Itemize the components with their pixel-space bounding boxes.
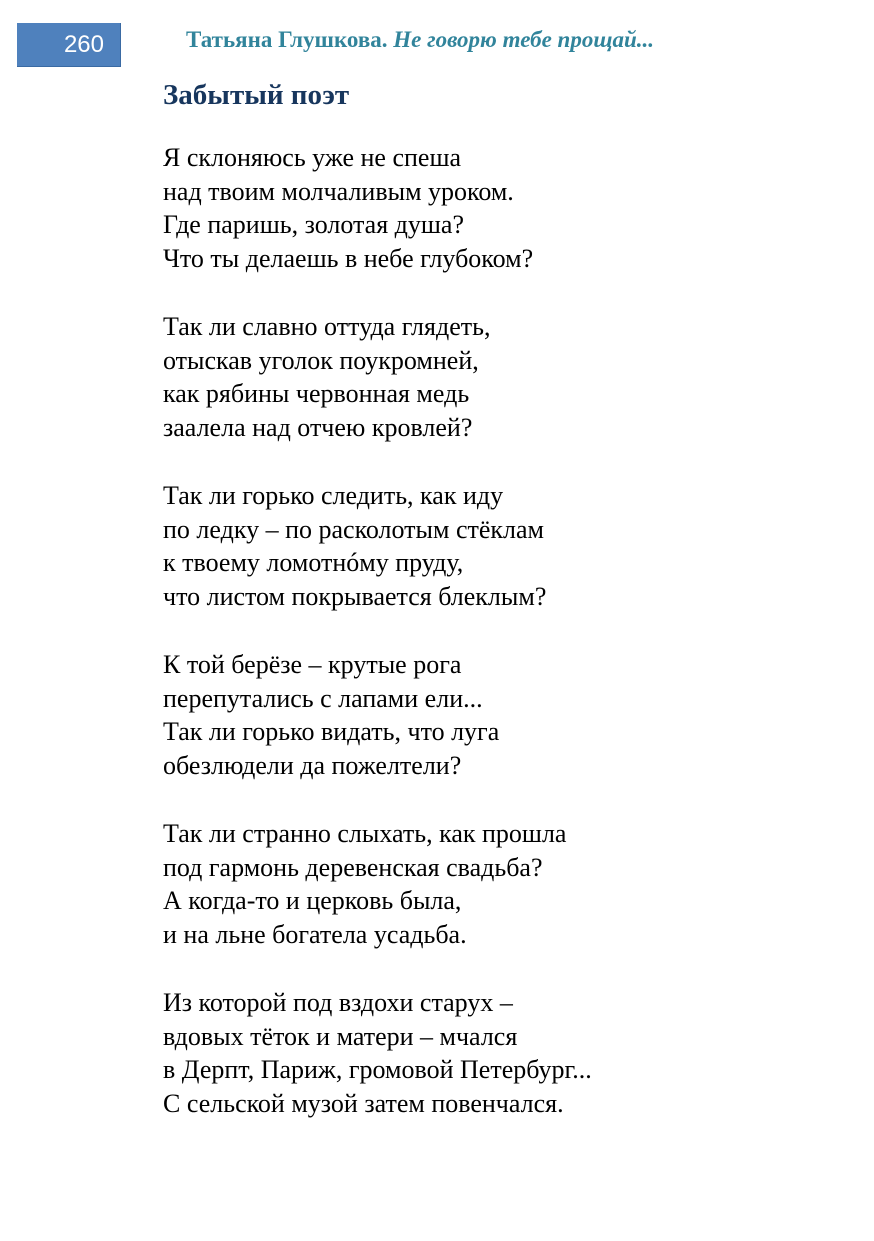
poem-line: перепутались с лапами ели... xyxy=(163,683,483,713)
header-author: Татьяна Глушкова. xyxy=(186,27,388,52)
poem-line: что листом покрывается блеклым? xyxy=(163,581,547,611)
poem-line: Так ли горько видать, что луга xyxy=(163,717,500,746)
poem-line: под гармонь деревенская свадьба? xyxy=(163,852,543,882)
poem-line: и на льне богатела усадьба. xyxy=(163,919,467,949)
poem-line: обезлюдели да пожелтели? xyxy=(163,750,462,780)
header-book-title: Не говорю тебе прощай... xyxy=(393,27,655,52)
poem-line: Так ли славно оттуда глядеть, xyxy=(163,312,491,341)
poem-line: К той берёзе – крутые рога xyxy=(163,650,462,679)
stanza-3 xyxy=(163,479,823,613)
poem-line: Что ты делаешь в небе глубоком? xyxy=(163,243,534,273)
stanza-4 xyxy=(163,648,823,782)
page-number: 260 xyxy=(63,31,104,58)
poem-line: по ледку – по расколотым стёклам xyxy=(163,514,544,544)
poem-line: Из которой под вздохи старух – xyxy=(163,988,513,1017)
poem-line: Так ли горько следить, как иду xyxy=(163,481,504,510)
poem-line: как рябины червонная медь xyxy=(163,379,470,408)
poem-line: над твоим молчаливым уроком. xyxy=(163,176,514,206)
poem-line: А когда-то и церковь была, xyxy=(163,886,462,915)
stanza-5 xyxy=(163,817,823,951)
poem-line: С сельской музой затем повенчался. xyxy=(163,1088,564,1118)
poem-line: вдовых тёток и матери – мчался xyxy=(163,1021,518,1051)
poem-title: Забытый поэт xyxy=(163,79,350,111)
stanza-1 xyxy=(163,141,823,275)
poem-line: заалела над отчею кровлей? xyxy=(163,412,473,442)
stanza-6 xyxy=(163,986,823,1120)
poem-line: отыскав уголок поукромней, xyxy=(163,345,479,375)
stanza-2 xyxy=(163,310,823,444)
poem-line: Так ли странно слыхать, как прошла xyxy=(163,819,567,848)
running-header xyxy=(186,26,654,54)
poem-body xyxy=(163,141,823,1155)
poem-line: в Дерпт, Париж, громовой Петербург... xyxy=(163,1055,592,1084)
poem-line: к твоему ломотнóму пруду, xyxy=(163,548,464,577)
page-number-box xyxy=(17,23,121,67)
poem-line: Где паришь, золотая душа? xyxy=(163,210,465,239)
poem-line: Я склоняюсь уже не спеша xyxy=(163,143,462,172)
